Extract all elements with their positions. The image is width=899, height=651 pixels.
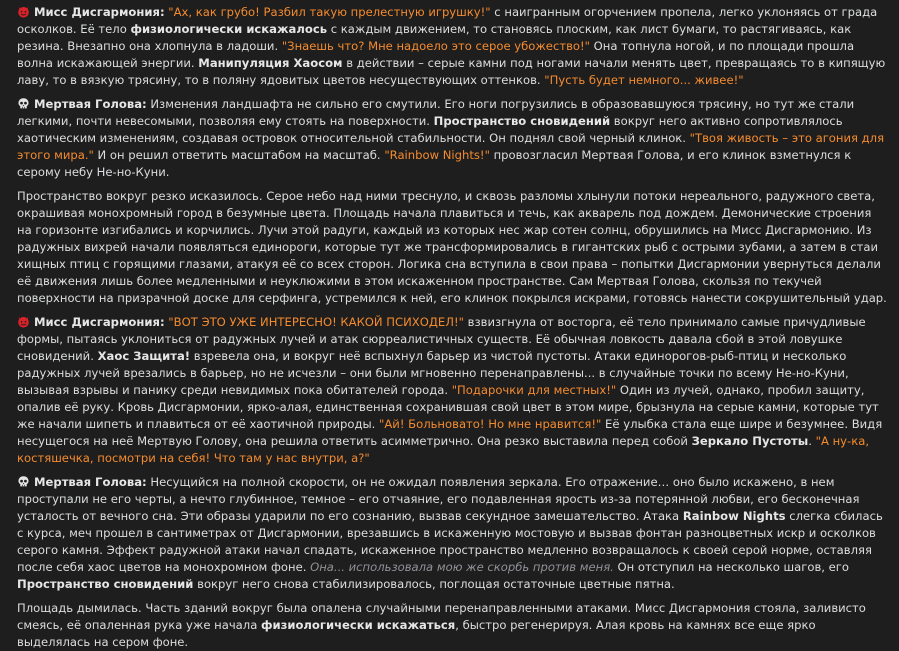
ability: Rainbow Nights <box>682 509 786 523</box>
skull-icon <box>17 475 30 488</box>
narration: с наигранным огорчением пропела, легко уклоняясь от града осколков. Её тело <box>17 5 878 36</box>
skull-icon <box>17 97 30 110</box>
ability: Манипуляция Хаосом <box>198 56 343 70</box>
ability: физиологически искажаться <box>260 618 456 632</box>
narration: . <box>808 434 816 448</box>
paragraph-final <box>17 600 889 651</box>
quote: "Подарочки для местных!" <box>451 383 617 397</box>
quote: "А ну-ка, костяшечка, посмотри на себя! Что там у нас внутри, а?" <box>17 434 870 465</box>
inner-thought: Она... использовала мою же скорбь против меня. <box>310 560 614 574</box>
narration: , быстро регенерируя. Алая кровь на камнях все еще ярко выделялась на сером фоне. <box>17 618 816 649</box>
paragraph-miss-1 <box>17 4 889 89</box>
narration: Один из лучей, однако, пробил защиту, опалив её руку. Кровь Дисгармонии, ярко-алая, единственная сохранившая свой цвет в этом мире, брызнула на серые камни, которые тут же начали шипеть и плавиться от её хаотичной природы. <box>17 383 879 431</box>
quote: "Ай! Больновато! Но мне нравится!" <box>379 417 602 431</box>
paragraph-narration: Пространство вокруг резко исказилось. Серое небо над ними треснуло, и сквозь разломы хлынули потоки нереального, радужного света, окрашивая монохромный город в безумные цвета. Площадь начала плавиться и течь, как акварель под дождем. Демонические строения на горизонте изгибались и корчились. Лучи этой радуги, каждый из которых нес жар сотен солнц, обрушились на Мисс Дисгармонию. Из радужных вихрей начали появляться единороги, которые тут же трансформировались в гигантских рыб с острыми зубами, а затем в стаи хищных птиц с горящими глазами, атакуя её со всех сторон. Логика сна вступила в свои права – попытки Дисгармонии увернуться делали её движения лишь более медленными и неуклюжими в этом искаженном пространстве. Сам Мертвая Голова, скользя по текучей поверхности на призрачной доске для серфинга, устремился к ней, его клинок покрылся искрами, готовясь нанести сокрушительный удар. <box>17 189 887 305</box>
red-devil-icon <box>17 315 30 328</box>
paragraph-head-2 <box>17 474 889 593</box>
quote: "ВОТ ЭТО УЖЕ ИНТЕРЕСНО! КАКОЙ ПСИХОДЕЛ!" <box>168 315 464 329</box>
narration: слегка сбилась с курса, меч прошел в сантиметрах от Дисгармонии, врезавшись в искаженную мостовую и вызвав фонтан разноцветных искр и осколков серого камня. Эффект радужной атаки начал спадать, искаженное пространство медленно возвращалось к своей серой норме, оставляя после себя хаос цветов на монохромном фоне. <box>17 509 883 574</box>
quote: "Rainbow Nights!" <box>384 148 490 162</box>
narration: Несущийся на полной скорости, он не ожидал появления зеркала. Его отражение… оно было искажено, в нем проступали не его черты, а нечто глубинное, темное – его отчаяние, его подавленная ярость из-за потерянной любви, его бесконечная усталость от вечного сна. Эти образы ударили по его сознанию, вызвав секундное замешательство. Атака <box>17 475 860 523</box>
narration: с каждым движением, то становясь плоским, как лист бумаги, то растягиваясь, как резина. Внезапно она хлопнула в ладоши. <box>17 22 852 53</box>
paragraph-head-1 <box>17 96 889 181</box>
speaker-name: Мисс Дисгармония: <box>34 315 165 329</box>
ability: физиологически искажалось <box>130 22 328 36</box>
quote: "Пусть будет немного... живее!" <box>544 73 744 87</box>
narration: И он решил ответить масштабом на масштаб. <box>93 148 385 162</box>
quote: "Знаешь что? Мне надоело это серое убожество!" <box>281 39 590 53</box>
narration: взвизгнула от восторга, её тело принимало самые причудливые формы, пытаясь уклониться от радужных лучей и атак сюрреалистичных существ. Её обычная ловкость давала сбой в этой ловушке сновидений. <box>17 315 866 363</box>
ability: Пространство сновидений <box>433 114 611 128</box>
speaker-name: Мертвая Голова: <box>34 475 147 489</box>
narration: взревела она, и вокруг неё вспыхнул барьер из чистой пустоты. Атаки единорогов-рыб-птиц и несколько радужных лучей врезались в барьер, но не исчезли – они были мгновенно перенаправлены... в случайные точки по всему Не-но-Куни, вызывая взрывы и панику среди невидимых пока обитателей города. <box>17 349 849 397</box>
narration: Он отступил на несколько шагов, его <box>613 560 849 574</box>
ability: Хаос Защита! <box>97 349 191 363</box>
narration: провозгласил Мертвая Голова, и его клинок взметнулся к серому небу Не-но-Куни. <box>17 148 852 179</box>
narration: вокруг него активно сопротивлялось хаотическим изменениям, создавая островок относительной стабильности. Он поднял свой черный клинок. <box>17 114 843 145</box>
speaker-name: Мертвая Голова: <box>34 97 147 111</box>
narration: Изменения ландшафта не сильно его смутили. Его ноги погрузились в образовавшуюся трясину, но тут же стали легкими, почти невесомыми, позволяя ему стоять на поверхности. <box>17 97 855 128</box>
red-devil-icon <box>17 5 30 18</box>
paragraph-miss-2 <box>17 314 889 467</box>
quote: "Ах, как грубо! Разбил такую прелестную игрушку!" <box>168 5 491 19</box>
quote: "Твоя живость – это агония для этого мира." <box>17 131 885 162</box>
narration: вокруг него снова стабилизировалось, поглощая остаточные цветные пятна. <box>193 577 675 591</box>
speaker-name: Мисс Дисгармония: <box>34 5 165 19</box>
narration: Её улыбка стала еще шире и безумнее. Видя несущегося на неё Мертвую Голову, она решила ответить асимметрично. Она резко выставила перед собой <box>17 417 883 448</box>
narration: Площадь дымилась. Часть зданий вокруг была опалена случайными перенаправленными атаками. Мисс Дисгармония стояла, заливисто смеясь, её опаленная рука уже начала <box>17 601 866 632</box>
narration: в действии – серые камни под ногами начали менять цвет, превращаясь то в кипящую лаву, то в вязкую трясину, то в поляну ядовитых цветов несуществующих оттенков. <box>17 56 886 87</box>
ability: Пространство сновидений <box>17 577 194 591</box>
ability: Зеркало Пустоты <box>691 434 809 448</box>
narration: Она топнула ногой, и по площади прошла волна искажающей энергии. <box>17 39 855 70</box>
